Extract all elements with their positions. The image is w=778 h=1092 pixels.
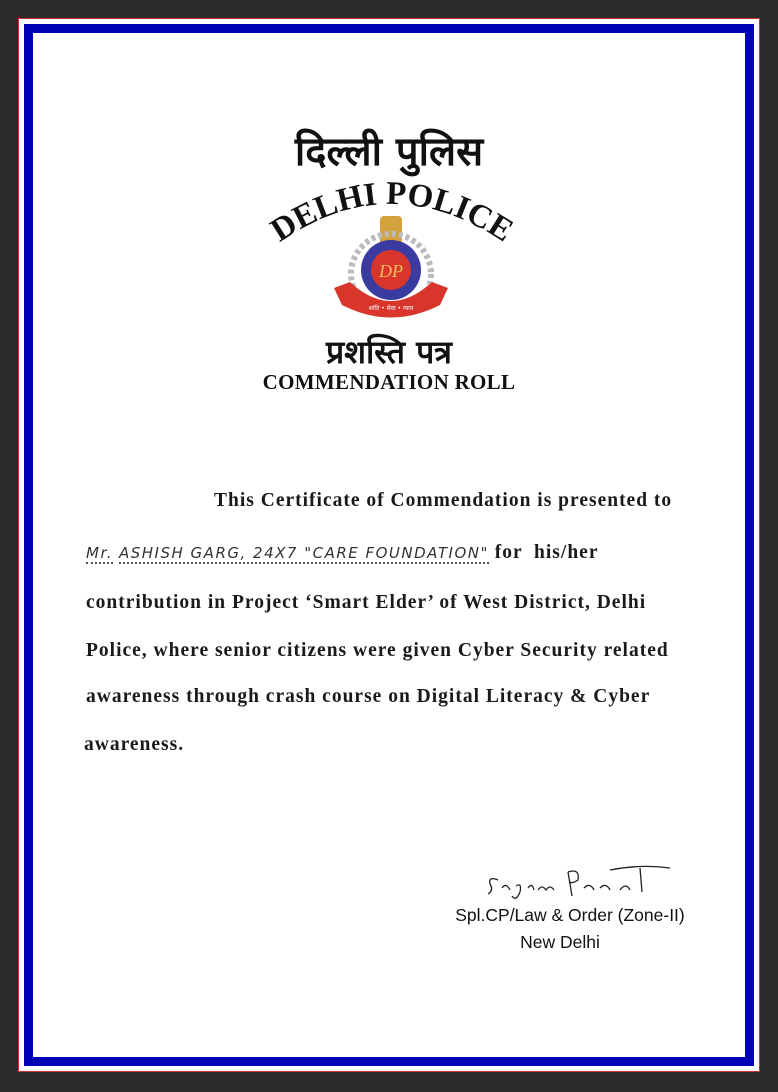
body-line-5: awareness. bbox=[84, 734, 185, 755]
signature bbox=[480, 862, 680, 904]
english-title: DELHI POLICE bbox=[264, 175, 520, 250]
line1-end: for his/her bbox=[494, 542, 599, 563]
body-line-3: Police, where senior citizens were given Cyber Security related bbox=[86, 640, 669, 661]
body-line-2: contribution in Project ‘Smart Elder’ of West District, Delhi bbox=[86, 592, 647, 613]
emblem-text: DP bbox=[379, 261, 403, 281]
delhi-police-logo bbox=[250, 170, 530, 320]
emblem-icon bbox=[334, 216, 448, 318]
emblem-motto: शांति • सेवा • न्याय bbox=[368, 305, 414, 312]
subtitle: COMMENDATION ROLL bbox=[262, 370, 516, 394]
location: New Delhi bbox=[520, 932, 600, 952]
salutation: Mr. bbox=[86, 544, 113, 562]
recipient-name: ASHISH GARG, 24X7 "CARE FOUNDATION" bbox=[119, 544, 489, 562]
recipient-line bbox=[86, 542, 598, 564]
designation: Spl.CP/Law & Order (Zone-II) bbox=[455, 905, 685, 925]
intro-line: This Certificate of Commendation is presented to bbox=[214, 490, 673, 511]
hindi-title: दिल्ली पुलिस bbox=[294, 128, 484, 175]
hindi-subtitle: प्रशस्ति पत्र bbox=[326, 333, 452, 371]
body-line-4: awareness through crash course on Digital Literacy & Cyber bbox=[86, 686, 651, 707]
